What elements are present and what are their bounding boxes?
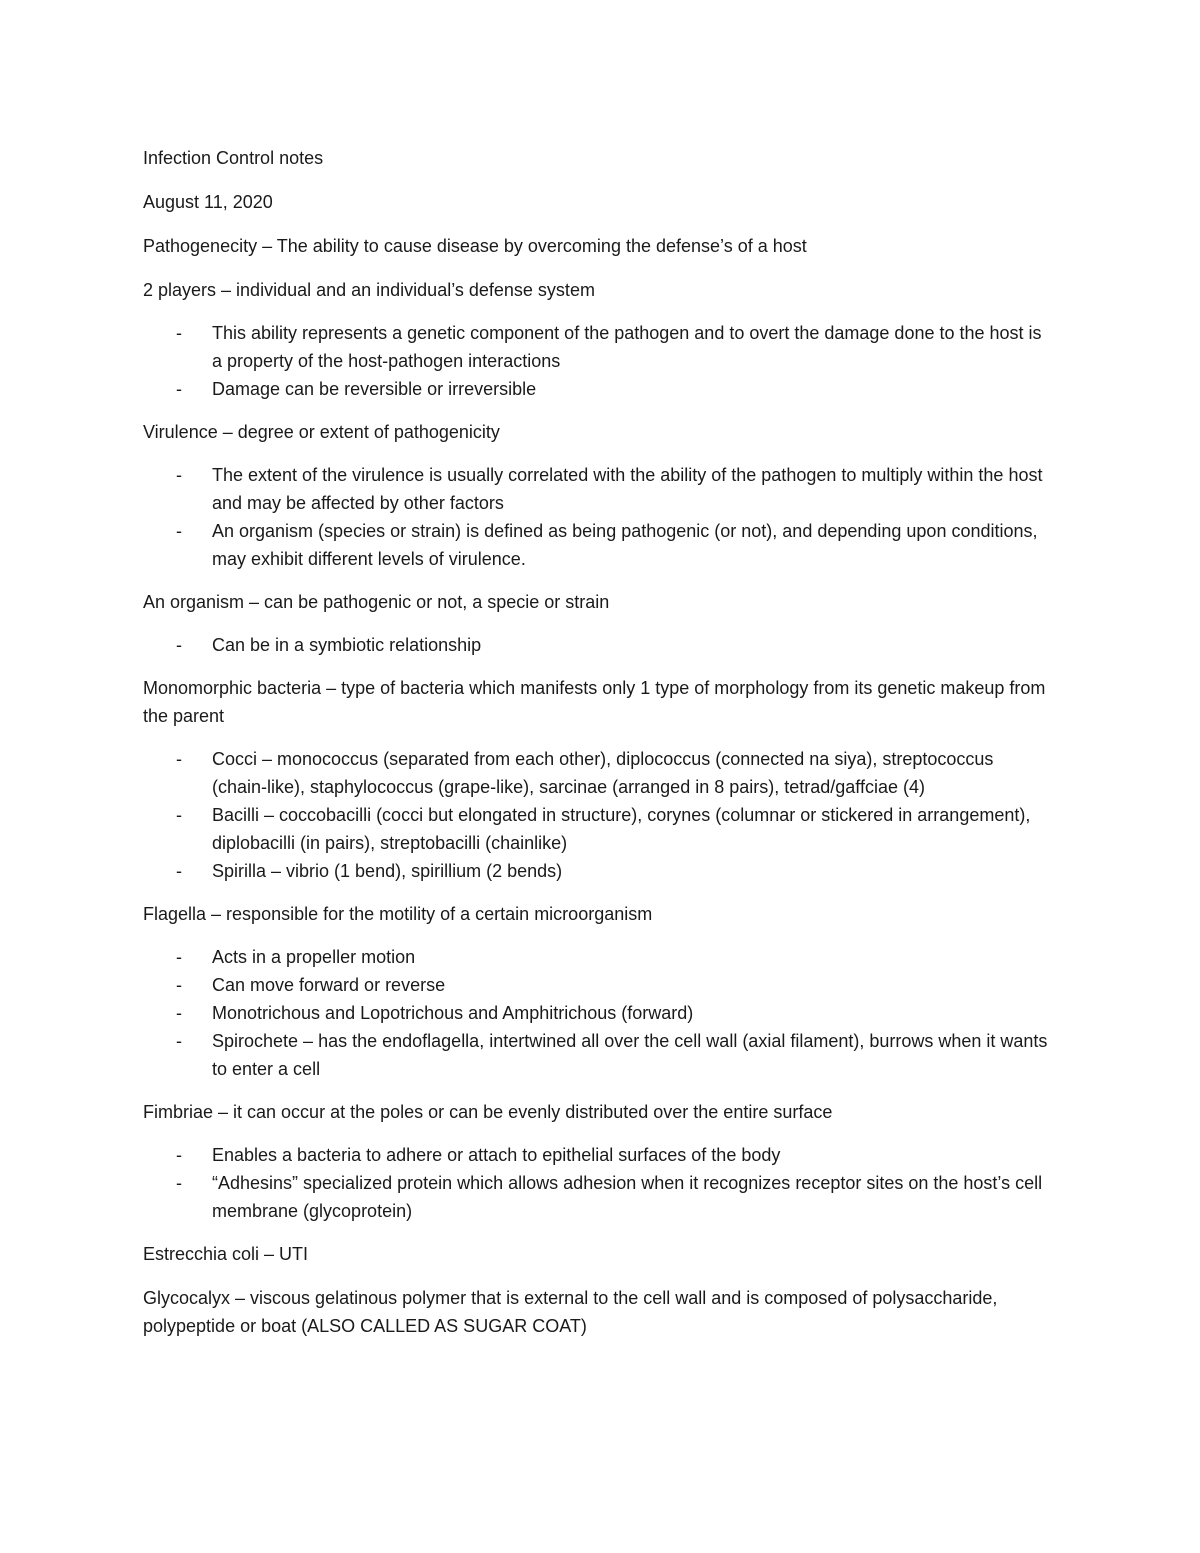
list-item-text: Acts in a propeller motion bbox=[212, 947, 416, 967]
dash-bullet-icon: - bbox=[176, 861, 182, 881]
list-item bbox=[143, 857, 1048, 885]
dash-bullet-icon: - bbox=[176, 323, 182, 343]
document-body bbox=[143, 144, 1048, 1356]
list-item bbox=[143, 461, 1048, 517]
note-paragraph: Glycocalyx – viscous gelatinous polymer that is external to the cell wall and is composed of polysaccharide, polypeptide or boat (ALSO CALLED AS SUGAR COAT) bbox=[143, 1288, 998, 1336]
list-item-text: This ability represents a genetic component of the pathogen and to overt the damage done to the host is a property of the host-pathogen interactions bbox=[212, 323, 1042, 371]
list-item-text: The extent of the virulence is usually correlated with the ability of the pathogen to multiply within the host and may be affected by other factors bbox=[212, 465, 1043, 513]
dash-bullet-icon: - bbox=[176, 975, 182, 995]
dash-bullet-icon: - bbox=[176, 1145, 182, 1165]
list-item-text: Bacilli – coccobacilli (cocci but elongated in structure), corynes (columnar or stickered in arrangement), diplobacilli (in pairs), streptobacilli (chainlike) bbox=[212, 805, 1031, 853]
document-date: August 11, 2020 bbox=[143, 192, 273, 212]
list-item-text: Can be in a symbiotic relationship bbox=[212, 635, 482, 655]
dash-bullet-icon: - bbox=[176, 635, 182, 655]
note-paragraph: An organism – can be pathogenic or not, a specie or strain bbox=[143, 592, 610, 612]
bullet-list bbox=[143, 461, 1048, 573]
list-item-text: Can move forward or reverse bbox=[212, 975, 446, 995]
note-paragraph: Fimbriae – it can occur at the poles or can be evenly distributed over the entire surface bbox=[143, 1102, 833, 1122]
bullet-list bbox=[143, 1141, 1048, 1225]
dash-bullet-icon: - bbox=[176, 947, 182, 967]
list-item bbox=[143, 517, 1048, 573]
dash-bullet-icon: - bbox=[176, 379, 182, 399]
dash-bullet-icon: - bbox=[176, 805, 182, 825]
list-item bbox=[143, 999, 1048, 1027]
dash-bullet-icon: - bbox=[176, 1031, 182, 1051]
list-item-text: Damage can be reversible or irreversible bbox=[212, 379, 537, 399]
list-item bbox=[143, 801, 1048, 857]
list-item bbox=[143, 943, 1048, 971]
dash-bullet-icon: - bbox=[176, 521, 182, 541]
list-item bbox=[143, 971, 1048, 999]
dash-bullet-icon: - bbox=[176, 465, 182, 485]
list-item-text: Cocci – monococcus (separated from each other), diplococcus (connected na siya), streptococcus (chain-like), staphylococcus (grape-like), sarcinae (arranged in 8 pairs), tetrad/gaffciae (4) bbox=[212, 749, 994, 797]
note-paragraph: Flagella – responsible for the motility of a certain microorganism bbox=[143, 904, 653, 924]
note-paragraph: 2 players – individual and an individual’s defense system bbox=[143, 280, 595, 300]
list-item-text: “Adhesins” specialized protein which allows adhesion when it recognizes receptor sites on the host’s cell membrane (glycoprotein) bbox=[212, 1173, 1043, 1221]
list-item-text: An organism (species or strain) is defined as being pathogenic (or not), and depending upon conditions, may exhibit different levels of virulence. bbox=[212, 521, 1038, 569]
list-item bbox=[143, 745, 1048, 801]
note-paragraph: Monomorphic bacteria – type of bacteria which manifests only 1 type of morphology from its genetic makeup from the parent bbox=[143, 678, 1046, 726]
dash-bullet-icon: - bbox=[176, 749, 182, 769]
list-item-text: Enables a bacteria to adhere or attach to epithelial surfaces of the body bbox=[212, 1145, 781, 1165]
list-item-text: Monotrichous and Lopotrichous and Amphitrichous (forward) bbox=[212, 1003, 694, 1023]
bullet-list bbox=[143, 745, 1048, 885]
note-paragraph: Pathogenecity – The ability to cause disease by overcoming the defense’s of a host bbox=[143, 236, 807, 256]
note-paragraph: Estrecchia coli – UTI bbox=[143, 1244, 309, 1264]
list-item-text: Spirilla – vibrio (1 bend), spirillium (2 bends) bbox=[212, 861, 563, 881]
list-item bbox=[143, 1027, 1048, 1083]
dash-bullet-icon: - bbox=[176, 1173, 182, 1193]
list-item bbox=[143, 319, 1048, 375]
bullet-list bbox=[143, 631, 1048, 659]
list-item bbox=[143, 375, 1048, 403]
list-item bbox=[143, 1169, 1048, 1225]
list-item bbox=[143, 1141, 1048, 1169]
dash-bullet-icon: - bbox=[176, 1003, 182, 1023]
list-item-text: Spirochete – has the endoflagella, intertwined all over the cell wall (axial filament), burrows when it wants to enter a cell bbox=[212, 1031, 1048, 1079]
note-paragraph: Virulence – degree or extent of pathogenicity bbox=[143, 422, 500, 442]
list-item bbox=[143, 631, 1048, 659]
document-title: Infection Control notes bbox=[143, 148, 324, 168]
bullet-list bbox=[143, 943, 1048, 1083]
bullet-list bbox=[143, 319, 1048, 403]
